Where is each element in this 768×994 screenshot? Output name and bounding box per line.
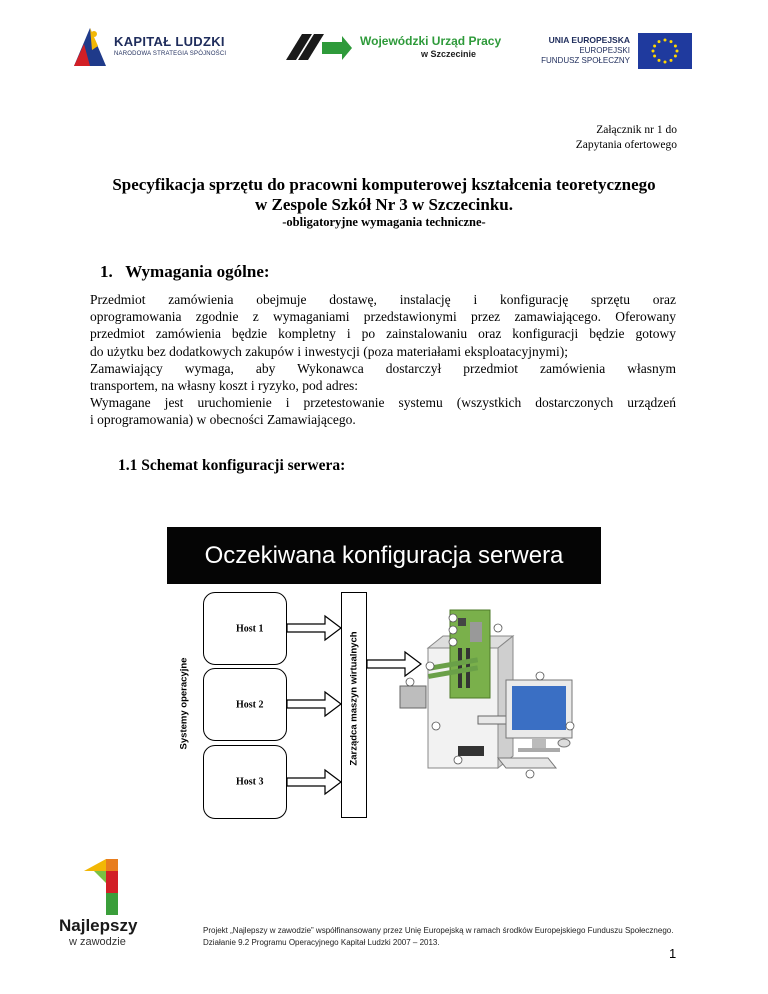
host-box-2 [203, 668, 287, 741]
host-arrows [285, 590, 345, 820]
para-line: oprogramowania zgodnie z wymaganiami przedstawionymi przez zamawiającego. Oferowany [90, 309, 676, 325]
wup-subtitle: w Szczecinie [421, 49, 477, 59]
para-line: przedmiot zamówienia będzie kompletny i po zainstalowaniu oraz konfiguracji będzie gotowy [90, 326, 676, 342]
wup-title: Wojewódzki Urząd Pracy [360, 34, 502, 48]
vm-manager-box [341, 592, 367, 818]
para-line: do użytku bez dodatkowych zakupów i inwestycji (poza materiałami eksploatacyjnymi); [90, 343, 568, 359]
section1-heading: 1. Wymagania ogólne: [100, 262, 270, 281]
kapital-ludzki-emblem-icon [70, 22, 110, 68]
para-line: Wymagane jest uruchomienie i przetestowanie systemu (wszystkich dostarczonych urządzeń [90, 395, 676, 411]
host-label: Host 1 [236, 623, 264, 634]
page-subtitle: -obligatoryjne wymagania techniczne- [282, 215, 486, 229]
ue-line2: EUROPEJSKI [579, 46, 630, 55]
host-label: Host 3 [236, 776, 264, 788]
annex-line1: Załącznik nr 1 do [596, 124, 677, 136]
ue-text-block [540, 35, 630, 66]
title-line2: w Zespole Szkół Nr 3 w Szczecinku. [255, 195, 513, 214]
page-title [60, 175, 708, 215]
para-line: Przedmiot zamówienia obejmuje dostawę, instalację i konfigurację sprzętu oraz [90, 292, 676, 307]
host-label: Host 2 [236, 699, 264, 710]
kapital-ludzki-title: KAPITAŁ LUDZKI [114, 34, 225, 49]
section11-heading: 1.1 Schemat konfiguracji serwera: [118, 457, 346, 474]
title-line1: Specyfikacja sprzętu do pracowni komputerowej kształcenia teoretycznego [112, 175, 656, 194]
najlepszy-logo-title: Najlepszy [59, 916, 138, 935]
annex-line2: Zapytania ofertowego [575, 139, 677, 151]
wup-logo [286, 30, 502, 70]
najlepszy-logo-subtitle: w zawodzie [69, 936, 126, 948]
footer-line1: Projekt „Najlepszy w zawodzie” współfinansowany przez Unię Europejską w ramach środków Europejskiego Funduszu Społecznego. [203, 926, 674, 935]
diagram-banner: Oczekiwana konfiguracja serwera [167, 527, 601, 584]
arrow-icon [287, 692, 341, 716]
najlepszy-logo-emblem-icon [78, 857, 122, 917]
ue-line1: UNIA EUROPEJSKA [548, 35, 630, 45]
wup-emblem-icon [286, 30, 354, 66]
para-line: i oprogramowania) w obecności Zamawiającego. [90, 412, 356, 428]
os-label-wrap [174, 650, 194, 760]
para-line: transportem, na własny koszt i ryzyko, pod adres: [90, 378, 359, 394]
para-line: Zamawiający wymaga, aby Wykonawca dostarczył przedmiot zamówienia własnym [90, 360, 676, 376]
host-box-1 [203, 592, 287, 665]
host-box-3 [203, 745, 287, 819]
vm-label: Zarządca maszyn wirtualnych [348, 631, 360, 766]
kapital-ludzki-logo [70, 22, 240, 68]
ue-line3: FUNDUSZ SPOŁECZNY [541, 56, 630, 65]
footer-line2: Działanie 9.2 Programu Operacyjnego Kapitał Ludzki 2007 – 2013. [203, 938, 440, 947]
page-number: 1 [669, 946, 677, 961]
computer-hardware-illustration-icon [398, 608, 583, 788]
footer-text [203, 925, 713, 949]
kapital-ludzki-subtitle: NARODOWA STRATEGIA SPÓJNOŚCI [114, 51, 227, 57]
section1-body [90, 291, 676, 429]
arrow-icon [287, 770, 341, 794]
annex-note [477, 123, 677, 153]
eu-flag-icon [638, 33, 692, 69]
arrow-icon [287, 616, 341, 640]
os-label: Systemy operacyjne [178, 657, 190, 750]
